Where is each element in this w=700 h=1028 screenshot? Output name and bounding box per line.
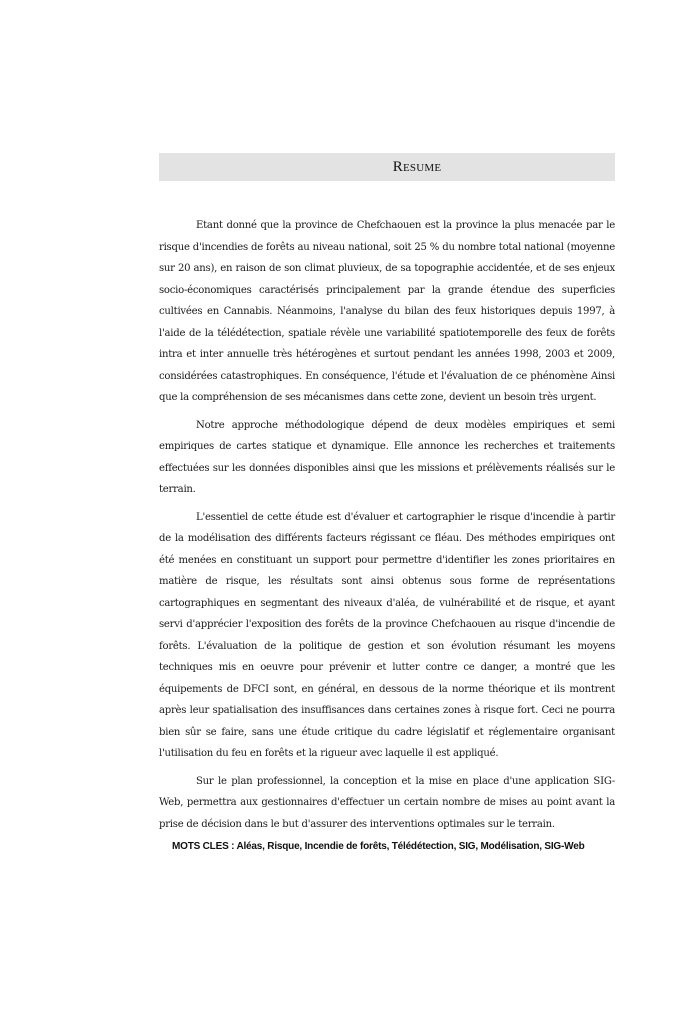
- abstract-title: Resume: [392, 158, 442, 175]
- abstract-body: [159, 215, 615, 852]
- title-band: [159, 153, 615, 181]
- paragraph-approach: Notre approche méthodologique dépend de deux modèles empiriques et semi empiriques de cartes statique et dynamique. Elle annonce les recherches et traitements effectuées sur les données disponibles ainsi que les missions et prélèvements réalisés sur le terrain.: [159, 419, 615, 495]
- paragraph-professional: Sur le plan professionnel, la conception et la mise en place d'une application SIG-Web, permettra aux gestionnaires d'effectuer un certain nombre de mises au point avant la prise de décision dans le but d'assurer des interventions optimales sur le terrain.: [159, 775, 615, 830]
- keywords-line: MOTS CLES : Aléas, Risque, Incendie de forêts, Télédétection, SIG, Modélisation, SIG-Web: [172, 841, 585, 852]
- paragraph-context: Etant donné que la province de Chefchaouen est la province la plus menacée par le risque d'incendies de forêts au niveau national, soit 25 % du nombre total national (moyenne sur 20 ans), en raison de son climat pluvieux, de sa topographie accidentée, et de ses enjeux socio-économiques caractérisés principalement par la grande étendue des superficies cultivées en Cannabis. Néanmoins, l'analyse du bilan des feux historiques depuis 1997, à l'aide de la télédétection, spatiale révèle une variabilité spatiotemporelle des feux de forêts intra et inter annuelle très hétérogènes et surtout pendant les années 1998, 2003 et 2009, considérées catastrophiques. En conséquence, l'étude et l'évaluation de ce phénomène Ainsi que la compréhension de ses mécanismes dans cette zone, devient un besoin très urgent.: [159, 220, 615, 403]
- paragraph-essential: L'essentiel de cette étude est d'évaluer et cartographier le risque d'incendie à partir de la modélisation des différents facteurs régissant ce fléau. Des méthodes empiriques ont été menées en constituant un support pour permettre d'identifier les zones prioritaires en matière de risque, les résultats sont ainsi obtenus sous forme de représentations cartographiques en segmentant des niveaux d'aléa, de vulnérabilité et de risque, et ayant servi d'apprécier l'exposition des forêts de la province Chefchaouen au risque d'incendie de forêts. L'évaluation de la politique de gestion et son évolution résumant les moyens techniques mis en oeuvre pour prévenir et lutter contre ce danger, a montré que les équipements de DFCI sont, en général, en dessous de la norme théorique et ils montrent après leur spatialisation des insuffisances dans certaines zones à risque fort. Ceci ne pourra bien sûr se faire, sans une étude critique du cadre législatif et réglementaire organisant l'utilisation du feu en forêts et la rigueur avec laquelle il est appliqué.: [159, 511, 615, 759]
